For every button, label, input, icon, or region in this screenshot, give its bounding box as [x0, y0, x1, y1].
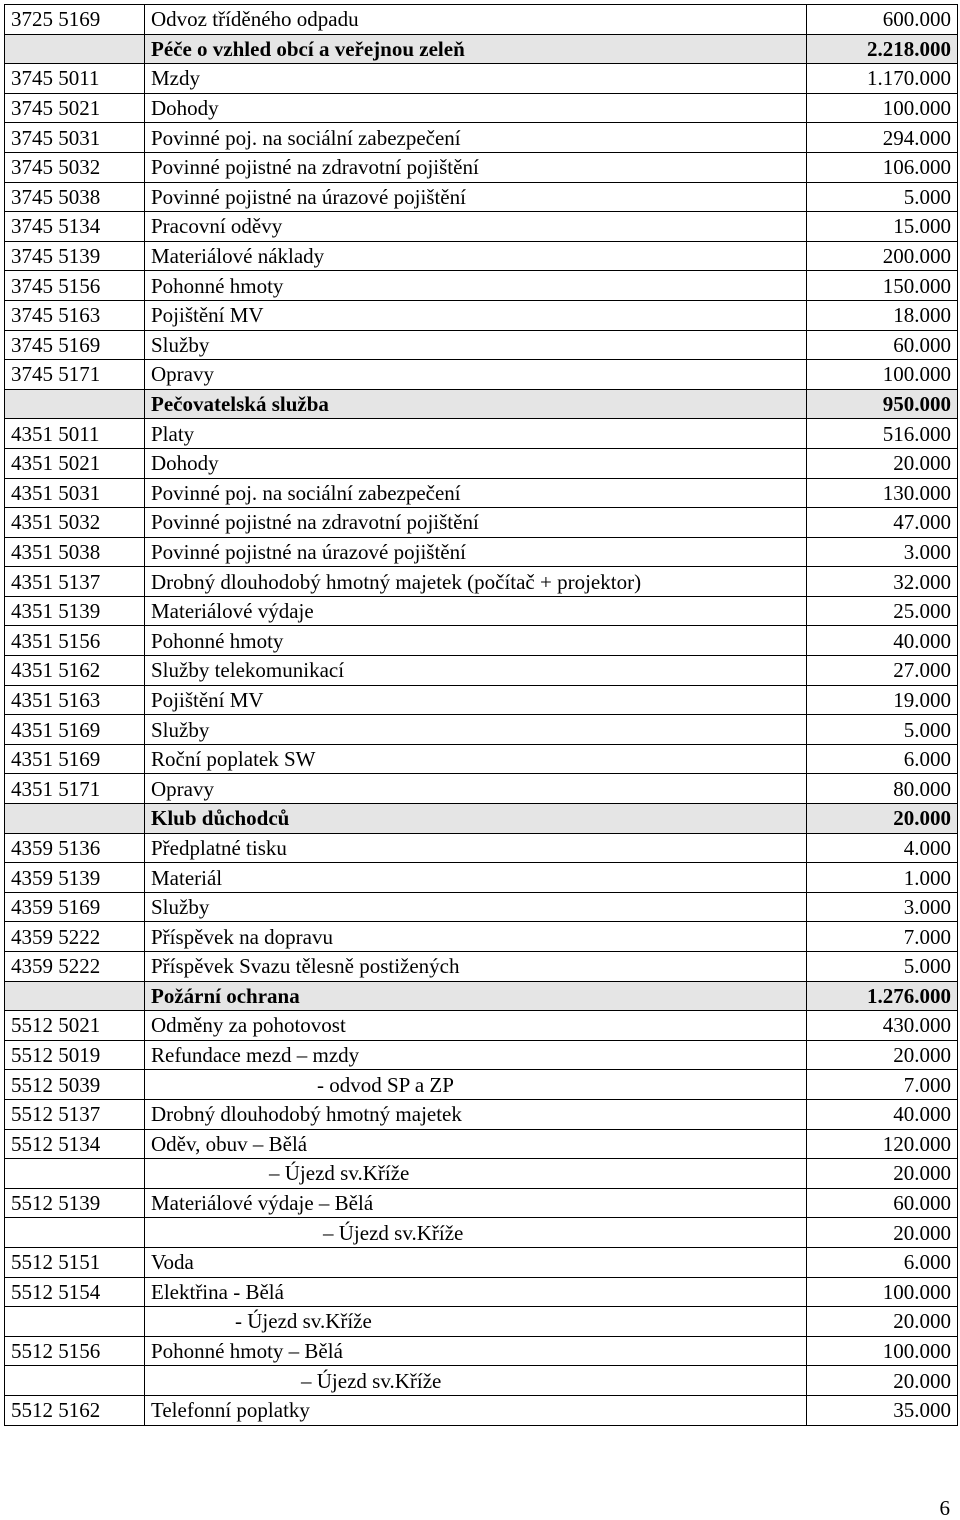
row-amount: 7.000	[807, 1070, 958, 1100]
table-row	[5, 537, 958, 567]
row-description: Povinné pojistné na úrazové pojištění	[145, 182, 807, 212]
row-code: 4359 5169	[5, 892, 145, 922]
table-row	[5, 1277, 958, 1307]
row-description: Pohonné hmoty	[145, 271, 807, 301]
table-row	[5, 271, 958, 301]
row-description: Příspěvek Svazu tělesně postižených	[145, 952, 807, 982]
row-code: 4351 5169	[5, 744, 145, 774]
table-row	[5, 152, 958, 182]
table-row	[5, 626, 958, 656]
table-row	[5, 123, 958, 153]
row-description: Telefonní poplatky	[145, 1395, 807, 1425]
row-amount: 100.000	[807, 1336, 958, 1366]
row-description: Příspěvek na dopravu	[145, 922, 807, 952]
row-code: 3745 5011	[5, 64, 145, 94]
table-row	[5, 1070, 958, 1100]
row-code: 4359 5136	[5, 833, 145, 863]
budget-table	[4, 4, 958, 1426]
row-code	[5, 1307, 145, 1337]
row-amount: 3.000	[807, 537, 958, 567]
row-code: 3725 5169	[5, 5, 145, 35]
table-row	[5, 863, 958, 893]
row-description: Refundace mezd – mzdy	[145, 1040, 807, 1070]
row-amount: 40.000	[807, 1099, 958, 1129]
table-row	[5, 508, 958, 538]
row-code: 3745 5171	[5, 360, 145, 390]
row-code: 5512 5156	[5, 1336, 145, 1366]
row-amount: 100.000	[807, 93, 958, 123]
budget-table-body	[5, 5, 958, 1426]
row-description: Opravy	[145, 360, 807, 390]
row-code: 4359 5139	[5, 863, 145, 893]
table-row	[5, 1247, 958, 1277]
row-code: 5512 5021	[5, 1011, 145, 1041]
row-code: 4351 5156	[5, 626, 145, 656]
row-amount: 120.000	[807, 1129, 958, 1159]
table-row	[5, 1218, 958, 1248]
row-amount: 6.000	[807, 744, 958, 774]
row-amount: 5.000	[807, 182, 958, 212]
row-description: Povinné pojistné na zdravotní pojištění	[145, 152, 807, 182]
row-description: Materiálové výdaje	[145, 596, 807, 626]
row-description: Materiálové náklady	[145, 241, 807, 271]
row-code: 4351 5031	[5, 478, 145, 508]
row-description: Opravy	[145, 774, 807, 804]
row-code: 3745 5038	[5, 182, 145, 212]
table-row	[5, 892, 958, 922]
table-row	[5, 1395, 958, 1425]
row-code: 4351 5137	[5, 567, 145, 597]
row-description: Mzdy	[145, 64, 807, 94]
row-code: 5512 5137	[5, 1099, 145, 1129]
row-description: Předplatné tisku	[145, 833, 807, 863]
row-description: Pohonné hmoty	[145, 626, 807, 656]
row-amount: 27.000	[807, 656, 958, 686]
row-description: Pojištění MV	[145, 685, 807, 715]
row-amount: 106.000	[807, 152, 958, 182]
row-description: – Újezd sv.Kříže	[145, 1366, 807, 1396]
row-amount: 294.000	[807, 123, 958, 153]
row-code: 3745 5156	[5, 271, 145, 301]
row-amount: 32.000	[807, 567, 958, 597]
row-description: Oděv, obuv – Bělá	[145, 1129, 807, 1159]
section-row	[5, 34, 958, 64]
table-row	[5, 360, 958, 390]
row-description: Povinné poj. na sociální zabezpečení	[145, 478, 807, 508]
row-amount: 20.000	[807, 1366, 958, 1396]
row-code	[5, 1218, 145, 1248]
row-description: Platy	[145, 419, 807, 449]
row-amount: 40.000	[807, 626, 958, 656]
row-amount: 5.000	[807, 952, 958, 982]
section-row	[5, 389, 958, 419]
row-amount: 6.000	[807, 1247, 958, 1277]
row-amount: 7.000	[807, 922, 958, 952]
table-row	[5, 1366, 958, 1396]
section-title: Pečovatelská služba	[145, 389, 807, 419]
row-description: Služby	[145, 892, 807, 922]
row-amount: 430.000	[807, 1011, 958, 1041]
row-description: Materiálové výdaje – Bělá	[145, 1188, 807, 1218]
row-code: 3745 5139	[5, 241, 145, 271]
table-row	[5, 715, 958, 745]
row-code: 3745 5032	[5, 152, 145, 182]
row-code: 4351 5162	[5, 656, 145, 686]
row-description: Pojištění MV	[145, 300, 807, 330]
row-amount: 150.000	[807, 271, 958, 301]
row-code: 5512 5019	[5, 1040, 145, 1070]
row-amount: 516.000	[807, 419, 958, 449]
row-description: Povinné pojistné na zdravotní pojištění	[145, 508, 807, 538]
section-amount: 20.000	[807, 804, 958, 834]
table-row	[5, 833, 958, 863]
table-row	[5, 1307, 958, 1337]
table-row	[5, 241, 958, 271]
table-row	[5, 1336, 958, 1366]
row-description: Odvoz tříděného odpadu	[145, 5, 807, 35]
row-description: Drobný dlouhodobý hmotný majetek	[145, 1099, 807, 1129]
section-title: Klub důchodců	[145, 804, 807, 834]
table-row	[5, 300, 958, 330]
table-row	[5, 1040, 958, 1070]
row-amount: 1.170.000	[807, 64, 958, 94]
row-code: 5512 5139	[5, 1188, 145, 1218]
table-row	[5, 1188, 958, 1218]
row-amount: 100.000	[807, 360, 958, 390]
row-amount: 20.000	[807, 1040, 958, 1070]
row-amount: 20.000	[807, 448, 958, 478]
page-number: 6	[939, 1496, 950, 1520]
row-code	[5, 981, 145, 1011]
table-row	[5, 478, 958, 508]
section-amount: 950.000	[807, 389, 958, 419]
row-code: 3745 5163	[5, 300, 145, 330]
row-code: 4351 5021	[5, 448, 145, 478]
table-row	[5, 182, 958, 212]
row-amount: 18.000	[807, 300, 958, 330]
row-amount: 100.000	[807, 1277, 958, 1307]
row-code: 4351 5171	[5, 774, 145, 804]
row-code: 4351 5163	[5, 685, 145, 715]
section-row	[5, 981, 958, 1011]
table-row	[5, 1011, 958, 1041]
table-row	[5, 1159, 958, 1189]
row-amount: 60.000	[807, 1188, 958, 1218]
section-title: Požární ochrana	[145, 981, 807, 1011]
row-code: 3745 5134	[5, 212, 145, 242]
row-description: Dohody	[145, 448, 807, 478]
table-row	[5, 5, 958, 35]
row-amount: 60.000	[807, 330, 958, 360]
row-amount: 47.000	[807, 508, 958, 538]
table-row	[5, 596, 958, 626]
row-code	[5, 389, 145, 419]
row-description: - odvod SP a ZP	[145, 1070, 807, 1100]
table-row	[5, 685, 958, 715]
row-description: Drobný dlouhodobý hmotný majetek (počítač + projektor)	[145, 567, 807, 597]
row-description: Roční poplatek SW	[145, 744, 807, 774]
row-code: 4351 5038	[5, 537, 145, 567]
row-description: Pracovní oděvy	[145, 212, 807, 242]
row-code: 5512 5134	[5, 1129, 145, 1159]
section-row	[5, 804, 958, 834]
row-code: 3745 5169	[5, 330, 145, 360]
row-code	[5, 34, 145, 64]
row-amount: 200.000	[807, 241, 958, 271]
row-description: Odměny za pohotovost	[145, 1011, 807, 1041]
row-amount: 25.000	[807, 596, 958, 626]
row-description: Pohonné hmoty – Bělá	[145, 1336, 807, 1366]
row-description: Dohody	[145, 93, 807, 123]
table-row	[5, 952, 958, 982]
row-amount: 35.000	[807, 1395, 958, 1425]
row-amount: 4.000	[807, 833, 958, 863]
row-description: Materiál	[145, 863, 807, 893]
row-description: Elektřina - Bělá	[145, 1277, 807, 1307]
row-description: Povinné pojistné na úrazové pojištění	[145, 537, 807, 567]
row-code: 4359 5222	[5, 922, 145, 952]
section-amount: 1.276.000	[807, 981, 958, 1011]
table-row	[5, 419, 958, 449]
row-amount: 80.000	[807, 774, 958, 804]
row-description: Služby	[145, 330, 807, 360]
row-code: 3745 5031	[5, 123, 145, 153]
row-description: Voda	[145, 1247, 807, 1277]
row-code	[5, 804, 145, 834]
row-description: Povinné poj. na sociální zabezpečení	[145, 123, 807, 153]
row-code	[5, 1366, 145, 1396]
row-code: 5512 5039	[5, 1070, 145, 1100]
table-row	[5, 1129, 958, 1159]
row-code: 4351 5139	[5, 596, 145, 626]
table-row	[5, 774, 958, 804]
table-row	[5, 64, 958, 94]
row-code: 4351 5011	[5, 419, 145, 449]
row-amount: 130.000	[807, 478, 958, 508]
row-description: Služby	[145, 715, 807, 745]
row-description: – Újezd sv.Kříže	[145, 1218, 807, 1248]
row-amount: 600.000	[807, 5, 958, 35]
row-description: – Újezd sv.Kříže	[145, 1159, 807, 1189]
row-code: 4351 5169	[5, 715, 145, 745]
row-amount: 19.000	[807, 685, 958, 715]
section-amount: 2.218.000	[807, 34, 958, 64]
section-title: Péče o vzhled obcí a veřejnou zeleň	[145, 34, 807, 64]
row-code: 5512 5151	[5, 1247, 145, 1277]
table-row	[5, 922, 958, 952]
table-row	[5, 567, 958, 597]
row-amount: 20.000	[807, 1307, 958, 1337]
row-code: 4359 5222	[5, 952, 145, 982]
table-row	[5, 93, 958, 123]
table-row	[5, 212, 958, 242]
row-amount: 5.000	[807, 715, 958, 745]
table-row	[5, 448, 958, 478]
row-amount: 20.000	[807, 1218, 958, 1248]
row-amount: 1.000	[807, 863, 958, 893]
table-row	[5, 330, 958, 360]
row-code: 5512 5154	[5, 1277, 145, 1307]
table-row	[5, 744, 958, 774]
table-row	[5, 656, 958, 686]
row-code	[5, 1159, 145, 1189]
row-amount: 3.000	[807, 892, 958, 922]
row-amount: 15.000	[807, 212, 958, 242]
row-code: 5512 5162	[5, 1395, 145, 1425]
row-description: - Újezd sv.Kříže	[145, 1307, 807, 1337]
row-code: 3745 5021	[5, 93, 145, 123]
row-description: Služby telekomunikací	[145, 656, 807, 686]
row-code: 4351 5032	[5, 508, 145, 538]
row-amount: 20.000	[807, 1159, 958, 1189]
table-row	[5, 1099, 958, 1129]
